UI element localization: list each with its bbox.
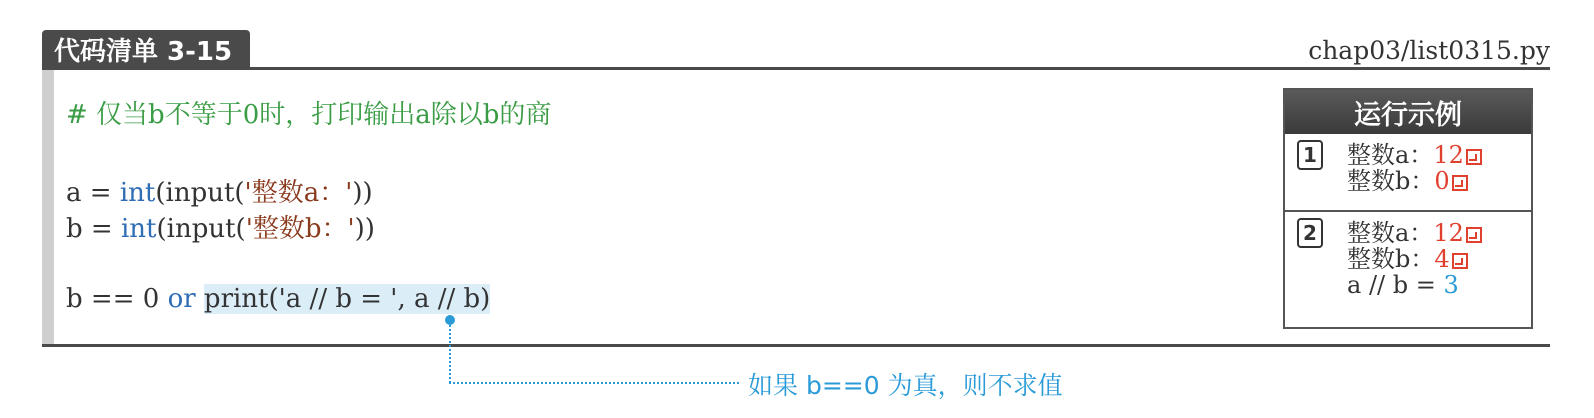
input-call: (input(	[155, 178, 245, 208]
var-b: b	[66, 214, 83, 244]
or-keyword: or	[167, 284, 196, 314]
input-value: 12	[1433, 219, 1464, 247]
label: 整数b：	[1347, 245, 1435, 273]
enter-key-icon	[1452, 175, 1468, 191]
listing-title	[42, 30, 250, 68]
listing-title-text: 代码清单 3-15	[54, 36, 233, 67]
enter-key-icon	[1466, 149, 1482, 165]
int-call: int	[120, 214, 157, 244]
output-value: 3	[1443, 271, 1459, 299]
input-value: 0	[1434, 167, 1450, 195]
example1-line-b	[1347, 168, 1531, 194]
callout-note: 如果 b==0 为真，则不求值	[748, 371, 1063, 400]
run-example-1	[1285, 134, 1531, 210]
int-call: int	[119, 178, 156, 208]
space	[196, 284, 204, 314]
condition-expr: b == 0	[66, 284, 168, 314]
label: 整数a：	[1347, 219, 1434, 247]
code-comment: # 仅当b不等于0时，打印输出a除以b的商	[66, 100, 552, 130]
callout-line-horizontal	[449, 382, 739, 384]
enter-key-icon	[1466, 227, 1482, 243]
label: 整数a：	[1347, 141, 1434, 169]
label: 整数b：	[1347, 167, 1435, 195]
code-line-a	[66, 172, 373, 209]
prompt-string: '整数b：'	[245, 214, 355, 244]
code-line-b	[66, 208, 375, 245]
callout-line-vertical	[449, 325, 451, 383]
run-example-box	[1283, 88, 1533, 329]
assign-op: =	[81, 178, 120, 208]
example-number-1-icon: 1	[1297, 140, 1323, 170]
top-rule	[42, 67, 1550, 70]
code-left-bar	[42, 70, 54, 344]
example-number-2-icon: 2	[1297, 218, 1323, 248]
enter-key-icon	[1452, 253, 1468, 269]
input-call: (input(	[156, 214, 246, 244]
var-a: a	[66, 178, 82, 208]
callout-dot-icon	[445, 315, 455, 325]
bottom-rule	[42, 344, 1550, 347]
run-example-title: 运行示例	[1285, 90, 1531, 134]
input-value: 12	[1433, 141, 1464, 169]
run-example-2	[1285, 212, 1531, 298]
prompt-string: '整数a：'	[244, 178, 353, 208]
file-name: chap03/list0315.py	[1308, 36, 1550, 65]
highlighted-print-expr: print('a // b = ', a // b)	[203, 284, 491, 314]
closing-parens: ))	[352, 178, 373, 208]
example2-line-a	[1347, 220, 1531, 246]
code-line-or	[66, 284, 490, 314]
assign-op: =	[82, 214, 121, 244]
example2-line-c	[1347, 272, 1531, 298]
example1-line-a	[1347, 142, 1531, 168]
input-value: 4	[1434, 245, 1450, 273]
example2-line-b	[1347, 246, 1531, 272]
closing-parens: ))	[354, 214, 375, 244]
label: a // b =	[1347, 271, 1444, 299]
